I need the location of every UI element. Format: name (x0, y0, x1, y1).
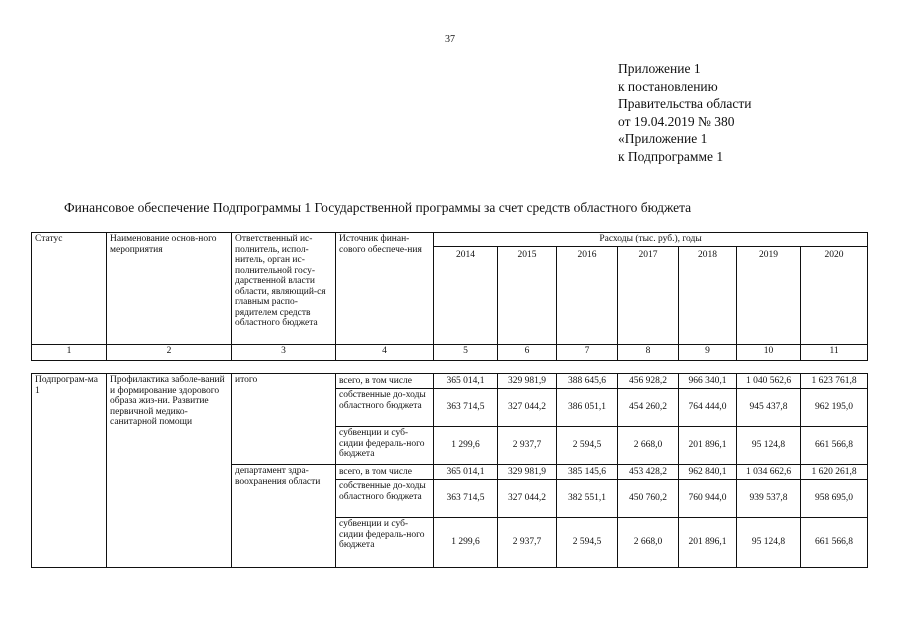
value-cell: 201 896,1 (679, 427, 737, 465)
column-index: 10 (737, 345, 801, 361)
column-index: 1 (32, 345, 107, 361)
source-cell: собственные до-ходы областного бюджета (336, 389, 434, 427)
source-cell: субвенции и суб-сидии федераль-ного бюджета (336, 427, 434, 465)
executor-cell: итого (232, 374, 336, 465)
header-year: 2015 (498, 247, 557, 345)
value-cell: 450 760,2 (618, 480, 679, 518)
value-cell: 456 928,2 (618, 374, 679, 389)
value-cell: 329 981,9 (498, 374, 557, 389)
appendix-line: к Подпрограмме 1 (618, 148, 724, 164)
executor-cell: департамент здра-воохранения области (232, 465, 336, 568)
appendix-line: к постановлению (618, 78, 718, 94)
source-cell: субвенции и суб-сидии федераль-ного бюджета (336, 518, 434, 568)
document-title: Финансовое обеспечение Подпрограммы 1 Государственной программы за счет средств областного бюджета (64, 200, 692, 215)
appendix-line: от 19.04.2019 № 380 (618, 113, 735, 129)
value-cell: 327 044,2 (498, 389, 557, 427)
column-index: 8 (618, 345, 679, 361)
value-cell: 945 437,8 (737, 389, 801, 427)
value-cell: 363 714,5 (434, 389, 498, 427)
value-cell: 962 840,1 (679, 465, 737, 480)
value-cell: 453 428,2 (618, 465, 679, 480)
value-cell: 2 594,5 (557, 427, 618, 465)
column-index: 2 (107, 345, 232, 361)
column-index: 4 (336, 345, 434, 361)
value-cell: 2 668,0 (618, 427, 679, 465)
value-cell: 2 937,7 (498, 518, 557, 568)
source-cell: собственные до-ходы областного бюджета (336, 480, 434, 518)
value-cell: 388 645,6 (557, 374, 618, 389)
column-index: 11 (801, 345, 868, 361)
header-expenses: Расходы (тыс. руб.), годы (434, 233, 868, 247)
header-year: 2019 (737, 247, 801, 345)
appendix-line: Приложение 1 (618, 61, 701, 76)
status-cell: Подпрограм-ма 1 (32, 374, 107, 568)
header-table (31, 232, 868, 361)
header-year: 2018 (679, 247, 737, 345)
value-cell: 365 014,1 (434, 465, 498, 480)
value-cell: 1 299,6 (434, 518, 498, 568)
header-year: 2020 (801, 247, 868, 345)
source-cell: всего, в том числе (336, 465, 434, 480)
value-cell: 327 044,2 (498, 480, 557, 518)
header-source: Источник финан-сового обеспече-ния (336, 233, 434, 345)
value-cell: 962 195,0 (801, 389, 868, 427)
appendix-line: Правительства области (618, 96, 752, 111)
value-cell: 661 566,8 (801, 427, 868, 465)
budget-table (31, 373, 868, 568)
value-cell: 939 537,8 (737, 480, 801, 518)
value-cell: 1 034 662,6 (737, 465, 801, 480)
activity-cell: Профилактика заболе-ваний и формирование здорового образа жиз-ни. Развитие первичной медико-санитарной помощи (107, 374, 232, 568)
value-cell: 2 668,0 (618, 518, 679, 568)
value-cell: 1 623 761,8 (801, 374, 868, 389)
value-cell: 2 594,5 (557, 518, 618, 568)
value-cell: 95 124,8 (737, 518, 801, 568)
column-index: 3 (232, 345, 336, 361)
column-index: 5 (434, 345, 498, 361)
column-index: 9 (679, 345, 737, 361)
header-activity: Наименование основ-ного мероприятия (107, 233, 232, 345)
column-index: 6 (498, 345, 557, 361)
value-cell: 365 014,1 (434, 374, 498, 389)
value-cell: 201 896,1 (679, 518, 737, 568)
source-cell: всего, в том числе (336, 374, 434, 389)
value-cell: 661 566,8 (801, 518, 868, 568)
value-cell: 764 444,0 (679, 389, 737, 427)
value-cell: 95 124,8 (737, 427, 801, 465)
table-row (32, 374, 868, 389)
value-cell: 454 260,2 (618, 389, 679, 427)
value-cell: 760 944,0 (679, 480, 737, 518)
value-cell: 382 551,1 (557, 480, 618, 518)
value-cell: 1 620 261,8 (801, 465, 868, 480)
value-cell: 386 051,1 (557, 389, 618, 427)
value-cell: 2 937,7 (498, 427, 557, 465)
value-cell: 1 040 562,6 (737, 374, 801, 389)
header-year: 2016 (557, 247, 618, 345)
column-index: 7 (557, 345, 618, 361)
value-cell: 385 145,6 (557, 465, 618, 480)
header-year: 2014 (434, 247, 498, 345)
value-cell: 1 299,6 (434, 427, 498, 465)
header-year: 2017 (618, 247, 679, 345)
page-number: 37 (445, 34, 455, 45)
header-executor: Ответственный ис-полнитель, испол-нитель, орган ис-полнительной госу-дарственной власти области, являющий-ся главным распо-рядителем средств областного бюджета (232, 233, 336, 345)
value-cell: 966 340,1 (679, 374, 737, 389)
value-cell: 329 981,9 (498, 465, 557, 480)
value-cell: 363 714,5 (434, 480, 498, 518)
header-status: Статус (32, 233, 107, 345)
appendix-line: «Приложение 1 (618, 131, 708, 146)
value-cell: 958 695,0 (801, 480, 868, 518)
appendix-block (618, 60, 751, 165)
